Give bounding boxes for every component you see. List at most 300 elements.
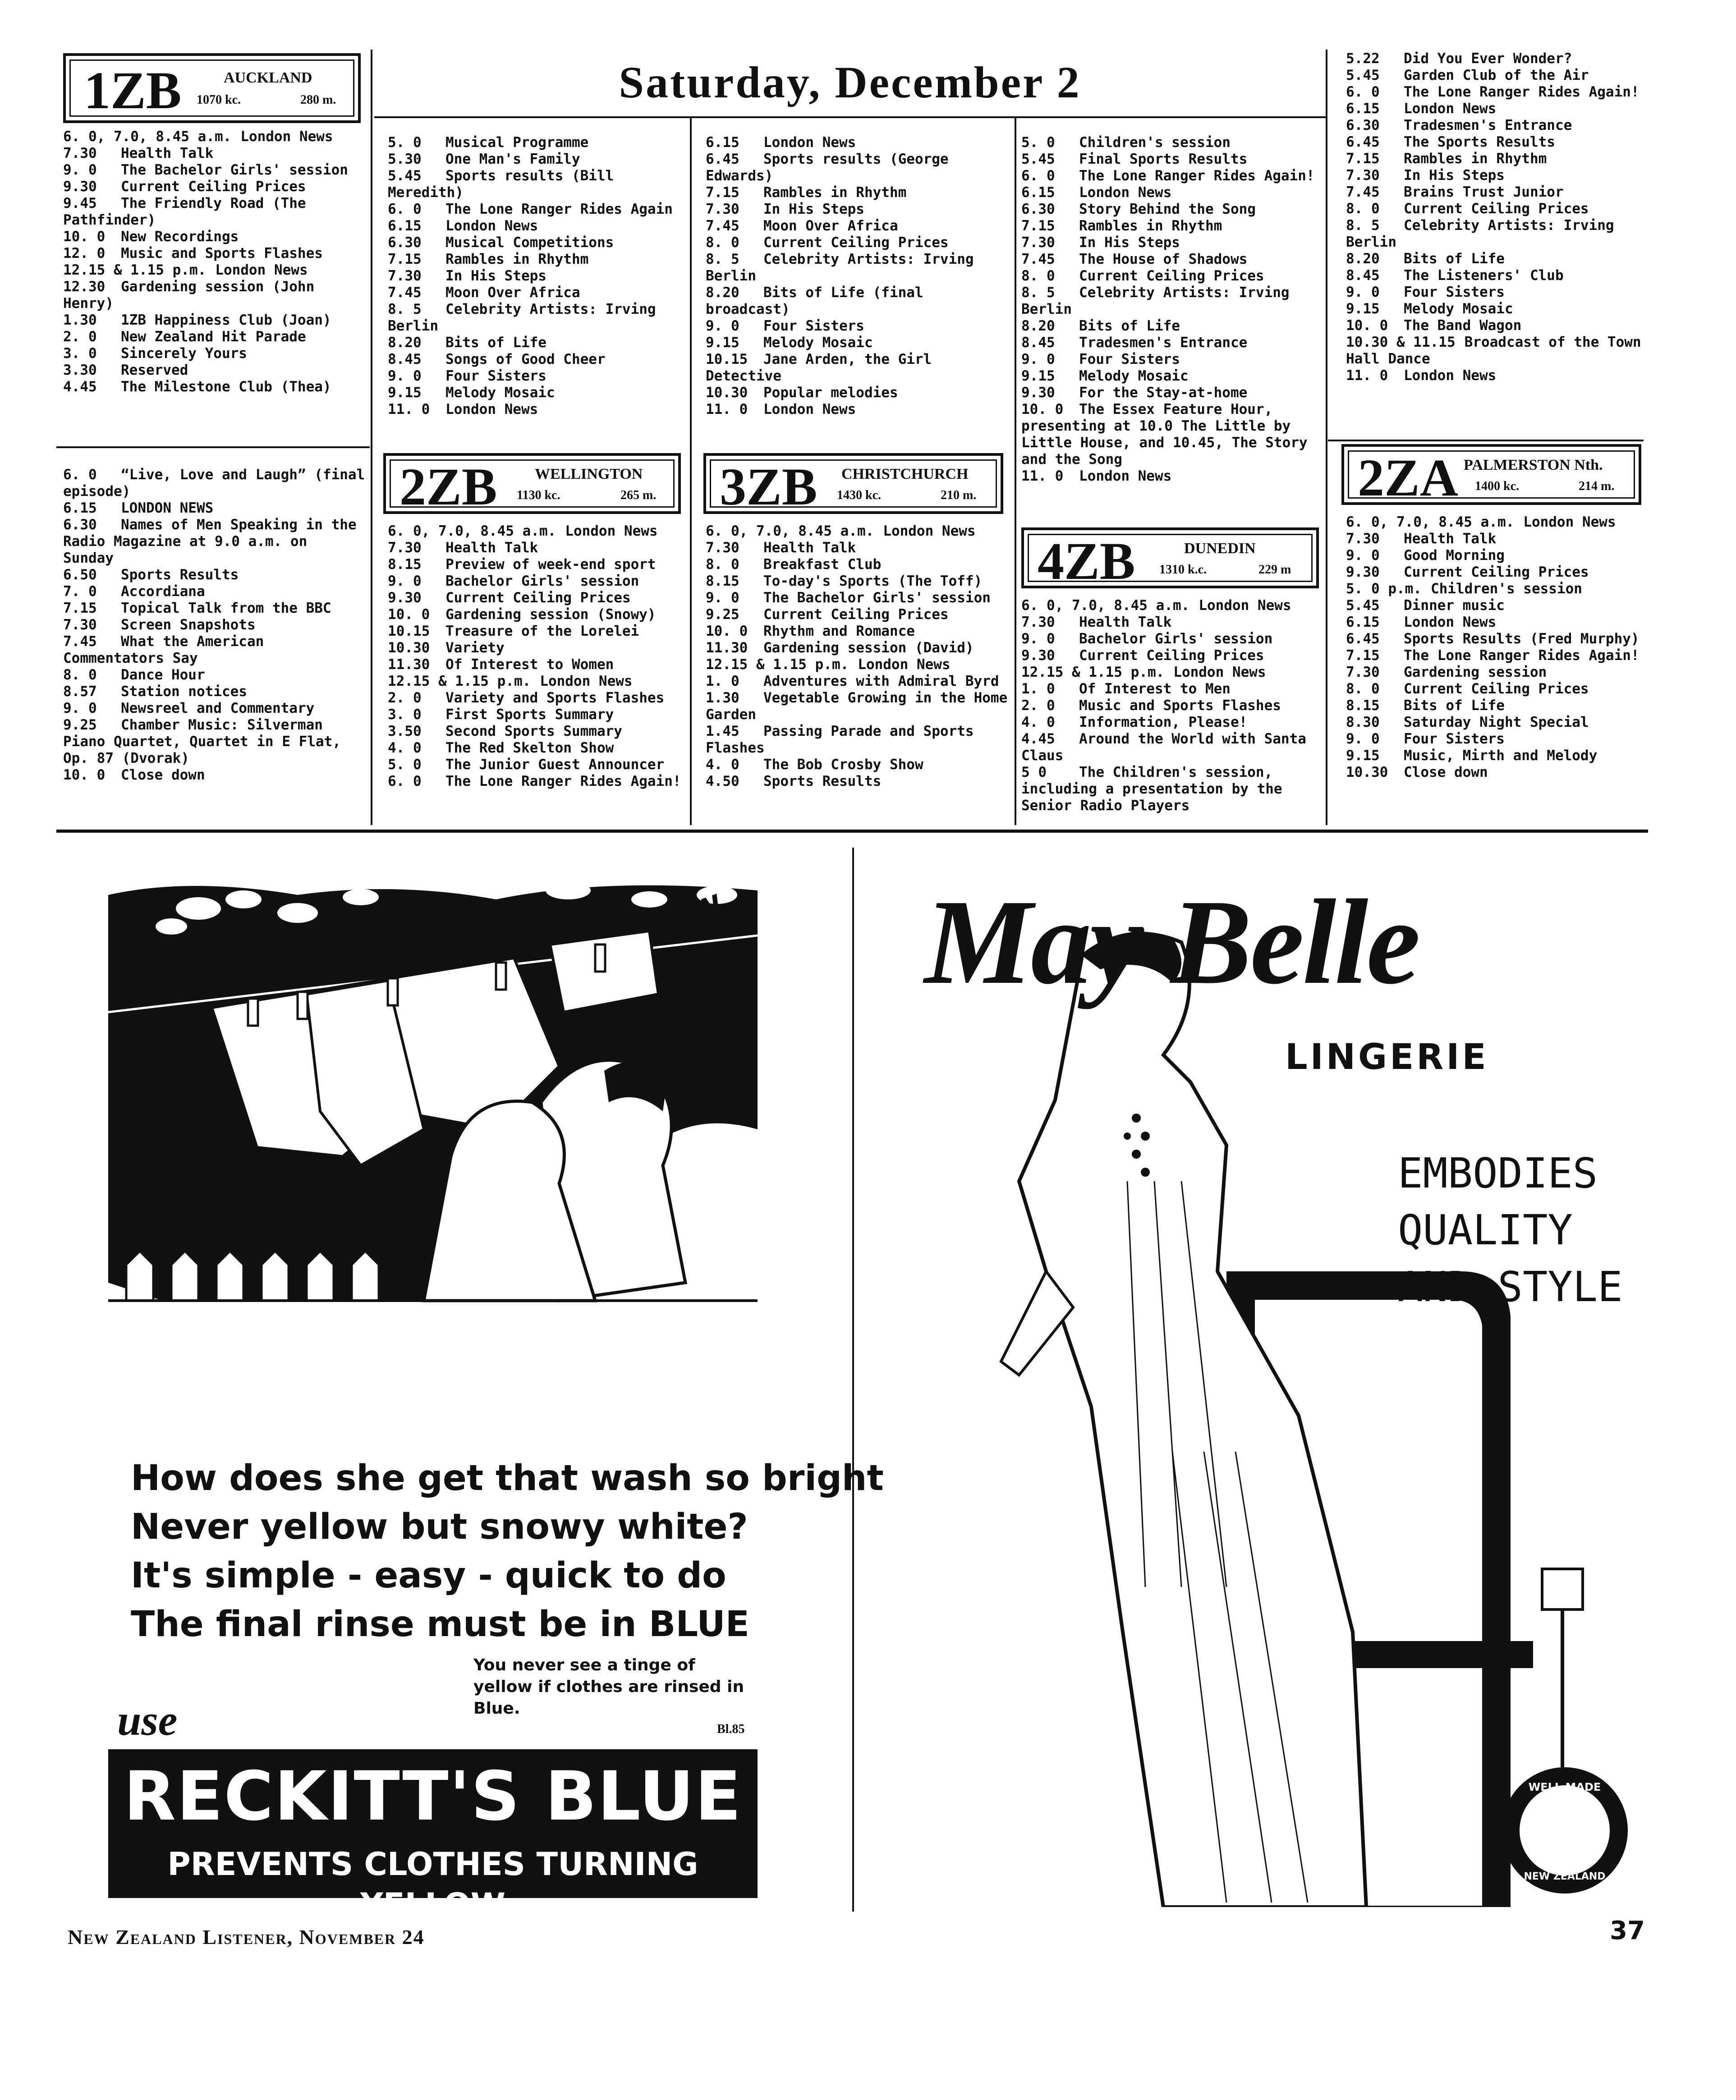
program-time: 7.30 bbox=[706, 540, 739, 556]
program-row bbox=[63, 312, 365, 329]
program-title: In His Steps bbox=[445, 268, 547, 284]
program-title: Current Ceiling Prices bbox=[1079, 268, 1264, 284]
program-row bbox=[706, 134, 1008, 151]
station-call: 3ZB bbox=[720, 457, 817, 516]
program-time: 6. 0, 7.0, 8.45 a.m. bbox=[1346, 514, 1515, 530]
program-title: The Bachelor Girls' session bbox=[121, 162, 348, 178]
program-row bbox=[1346, 217, 1646, 251]
program-row bbox=[1346, 681, 1646, 697]
program-row bbox=[63, 262, 365, 279]
program-row bbox=[63, 617, 365, 633]
program-title: Jane Arden, the Girl Detective bbox=[706, 351, 932, 384]
program-title: Screen Snapshots bbox=[121, 617, 256, 633]
station-call: 2ZB bbox=[400, 457, 497, 516]
program-title: Four Sisters bbox=[1404, 284, 1505, 300]
program-row bbox=[388, 623, 685, 640]
program-title: Musical Competitions bbox=[445, 234, 614, 251]
program-title: Rambles in Rhythm bbox=[1404, 151, 1547, 167]
program-row bbox=[388, 335, 685, 351]
program-row bbox=[1021, 168, 1321, 184]
program-row bbox=[1021, 134, 1321, 151]
program-time: 10. 0 bbox=[63, 767, 106, 783]
program-time: 9.25 bbox=[63, 717, 97, 733]
seal-bottom: NEW ZEALAND bbox=[1524, 1871, 1606, 1882]
program-title: London News bbox=[1523, 514, 1616, 530]
program-title: Brains Trust Junior bbox=[1404, 184, 1564, 200]
program-time: 10.30 bbox=[1346, 764, 1388, 780]
program-time: 6.30 bbox=[1346, 117, 1380, 133]
program-row bbox=[388, 590, 685, 606]
program-time: 7.30 bbox=[1346, 664, 1380, 680]
program-title: Tradesmen's Entrance bbox=[1079, 335, 1248, 351]
program-time: 1.45 bbox=[706, 723, 739, 739]
program-time: 6.15 bbox=[388, 218, 422, 234]
station-city: WELLINGTON bbox=[535, 466, 643, 482]
program-row bbox=[388, 284, 685, 301]
program-title: Gardening session (John Henry) bbox=[63, 279, 315, 312]
program-time: 12.30 bbox=[63, 279, 106, 295]
program-title: The Lone Ranger Rides Again! bbox=[1404, 84, 1640, 100]
program-title: Current Ceiling Prices bbox=[1404, 201, 1589, 217]
program-row bbox=[706, 606, 1008, 623]
program-time: 6.30 bbox=[1021, 201, 1055, 217]
program-title: Current Ceiling Prices bbox=[121, 179, 306, 195]
program-time: 5.45 bbox=[1346, 67, 1380, 83]
program-row bbox=[1021, 385, 1321, 401]
program-row bbox=[706, 335, 1008, 351]
program-title: Current Ceiling Prices bbox=[1404, 564, 1589, 580]
program-row bbox=[706, 201, 1008, 218]
program-title: Rhythm and Romance bbox=[763, 623, 915, 639]
program-row bbox=[388, 540, 685, 556]
program-row bbox=[1346, 101, 1646, 117]
program-row bbox=[388, 673, 685, 690]
program-title: Gardening session (Snowy) bbox=[445, 606, 656, 623]
program-row bbox=[1346, 631, 1646, 647]
program-title: Melody Mosaic bbox=[1404, 301, 1513, 317]
program-title: Four Sisters bbox=[1404, 731, 1505, 747]
program-row bbox=[63, 700, 365, 717]
program-title: London News bbox=[1079, 468, 1172, 484]
program-title: LONDON NEWS bbox=[121, 500, 214, 516]
program-time: 10. 0 bbox=[388, 606, 430, 623]
program-time: 9.15 bbox=[1346, 301, 1380, 317]
program-title: Rambles in Rhythm bbox=[445, 251, 589, 267]
program-time: 3. 0 bbox=[63, 345, 97, 362]
program-title: Close down bbox=[121, 767, 205, 783]
program-row bbox=[1346, 317, 1646, 334]
program-title: Vegetable Growing in the Home Garden bbox=[706, 690, 1008, 723]
station-city: AUCKLAND bbox=[224, 69, 312, 86]
program-time: 8. 5 bbox=[706, 251, 739, 267]
program-time: 8. 0 bbox=[706, 234, 739, 251]
program-time: 9.45 bbox=[63, 195, 97, 211]
station-box-2zb bbox=[383, 453, 681, 514]
program-title: Second Sports Summary bbox=[445, 723, 622, 739]
program-title: Children's session bbox=[1430, 581, 1582, 597]
maybelle-ad bbox=[911, 866, 1637, 1907]
tag-line: AND STYLE bbox=[1398, 1263, 1623, 1311]
station-call: 4ZB bbox=[1038, 532, 1135, 591]
program-row bbox=[1346, 764, 1646, 781]
program-row bbox=[706, 401, 1008, 418]
column-divider bbox=[371, 50, 372, 825]
program-title: Moon Over Africa bbox=[763, 218, 898, 234]
program-row bbox=[388, 234, 685, 251]
program-title: The Lone Ranger Rides Again! bbox=[1079, 168, 1315, 184]
program-time: 7.30 bbox=[388, 540, 422, 556]
program-row bbox=[706, 723, 1008, 757]
program-row bbox=[388, 640, 685, 656]
program-time: 9.30 bbox=[1021, 647, 1055, 664]
program-time: 5.45 bbox=[388, 168, 422, 184]
program-row bbox=[1346, 117, 1646, 134]
column-divider bbox=[690, 117, 692, 825]
program-row bbox=[706, 523, 1008, 540]
program-time: 7.15 bbox=[1021, 218, 1055, 234]
program-title: London News bbox=[1404, 614, 1497, 630]
program-time: 7.15 bbox=[1346, 151, 1380, 167]
program-title: Accordiana bbox=[121, 583, 205, 600]
program-title: Four Sisters bbox=[1079, 351, 1180, 367]
program-row bbox=[1021, 368, 1321, 385]
program-title: Music, Mirth and Melody bbox=[1404, 747, 1598, 764]
program-title: Information, Please! bbox=[1079, 714, 1248, 730]
program-title: Breakfast Club bbox=[763, 556, 882, 573]
footer-publication: New Zealand Listener, November 24 bbox=[68, 1926, 425, 1949]
program-row bbox=[63, 279, 365, 312]
program-time: 10. 0 bbox=[1021, 401, 1064, 417]
program-time: 7.30 bbox=[1021, 234, 1055, 251]
station-kc: 1070 kc. bbox=[197, 93, 241, 107]
program-row bbox=[1346, 514, 1646, 531]
program-time: 11. 0 bbox=[388, 401, 430, 417]
program-title: In His Steps bbox=[763, 201, 864, 217]
program-title: Celebrity Artists: Irving Berlin bbox=[706, 251, 974, 284]
program-row bbox=[706, 573, 1008, 590]
station-m: 265 m. bbox=[620, 488, 657, 502]
program-time: 9. 0 bbox=[388, 573, 422, 589]
program-time: 5 0 bbox=[1021, 764, 1047, 780]
program-row bbox=[63, 717, 365, 767]
program-time: 6. 0 bbox=[1346, 84, 1380, 100]
program-title: Sports Results bbox=[763, 773, 882, 789]
program-title: Rambles in Rhythm bbox=[763, 184, 907, 201]
program-time: 8.57 bbox=[63, 683, 97, 700]
program-row bbox=[388, 385, 685, 401]
program-title: Close down bbox=[1404, 764, 1488, 780]
program-list-auckland-afternoon bbox=[388, 134, 685, 418]
program-row bbox=[706, 234, 1008, 251]
program-row bbox=[388, 168, 685, 201]
program-time: 1. 0 bbox=[1021, 681, 1055, 697]
program-time: 3.30 bbox=[63, 362, 97, 378]
program-row bbox=[1021, 647, 1321, 664]
program-time: 6.15 bbox=[706, 134, 739, 151]
program-title: Did You Ever Wonder? bbox=[1404, 50, 1572, 67]
program-time: 9.15 bbox=[1346, 747, 1380, 764]
station-call: 2ZA bbox=[1358, 448, 1458, 507]
program-time: 7.45 bbox=[706, 218, 739, 234]
program-time: 8.20 bbox=[1346, 251, 1380, 267]
program-time: 7.15 bbox=[388, 251, 422, 267]
program-title: The Lone Ranger Rides Again bbox=[445, 201, 673, 217]
program-row bbox=[1021, 697, 1321, 714]
verse-line: It's simple - easy - quick to do bbox=[131, 1555, 726, 1596]
program-title: Music and Sports Flashes bbox=[121, 245, 323, 261]
program-row bbox=[706, 556, 1008, 573]
program-title: Health Talk bbox=[1404, 531, 1497, 547]
program-time: 7.30 bbox=[63, 617, 97, 633]
program-row bbox=[388, 773, 685, 790]
program-row bbox=[706, 540, 1008, 556]
program-title: Dance Hour bbox=[121, 667, 205, 683]
program-title: The Milestone Club (Thea) bbox=[121, 379, 331, 395]
program-time: 8. 0 bbox=[1346, 201, 1380, 217]
program-row bbox=[63, 683, 365, 700]
program-time: 6. 0 bbox=[1021, 168, 1055, 184]
program-row bbox=[1346, 714, 1646, 731]
tag-line: QUALITY bbox=[1398, 1206, 1573, 1254]
program-title: Adventures with Admiral Byrd bbox=[763, 673, 999, 689]
program-title: The Junior Guest Announcer bbox=[445, 757, 665, 773]
program-title: Variety bbox=[445, 640, 505, 656]
program-row bbox=[1346, 597, 1646, 614]
program-row bbox=[63, 667, 365, 683]
program-row bbox=[1346, 581, 1646, 597]
program-title: The Lone Ranger Rides Again! bbox=[1404, 647, 1640, 664]
station-call: 1ZB bbox=[84, 61, 182, 120]
program-title: London News bbox=[763, 134, 856, 151]
program-time: 7.45 bbox=[1021, 251, 1055, 267]
program-time: 12.15 & 1.15 p.m. bbox=[388, 673, 531, 689]
program-time: 10. 0 bbox=[706, 623, 748, 639]
program-time: 8.20 bbox=[388, 335, 422, 351]
program-title: The Friendly Road (The Pathfinder) bbox=[63, 195, 306, 228]
program-title: Bachelor Girls' session bbox=[1079, 631, 1273, 647]
program-row bbox=[388, 401, 685, 418]
program-title: Sports results (George Edwards) bbox=[706, 151, 949, 184]
program-time: 6. 0, 7.0, 8.45 a.m. bbox=[388, 523, 556, 539]
program-row bbox=[1021, 284, 1321, 318]
program-title: Celebrity Artists: Irving Berlin bbox=[1346, 217, 1614, 250]
program-title: Newsreel and Commentary bbox=[121, 700, 315, 716]
program-title: Musical Programme bbox=[445, 134, 589, 151]
program-time: 4.45 bbox=[1021, 731, 1055, 747]
program-title: 1ZB Happiness Club (Joan) bbox=[121, 312, 331, 328]
program-row bbox=[1346, 84, 1646, 101]
program-time: 6.15 bbox=[1346, 101, 1380, 117]
program-row bbox=[1346, 531, 1646, 547]
program-list-auckland-morning bbox=[63, 128, 365, 395]
program-time: 7.15 bbox=[706, 184, 739, 201]
program-time: 10.30 bbox=[388, 640, 430, 656]
program-title: Bits of Life bbox=[1404, 697, 1505, 714]
program-row bbox=[1346, 134, 1646, 151]
program-title: Health Talk bbox=[121, 145, 214, 161]
program-row bbox=[706, 673, 1008, 690]
program-title: One Man's Family bbox=[445, 151, 580, 167]
section-rule bbox=[56, 446, 370, 448]
program-row bbox=[388, 151, 685, 168]
program-row bbox=[388, 201, 685, 218]
program-row bbox=[388, 523, 685, 540]
program-time: 4. 0 bbox=[706, 757, 739, 773]
station-box-4zb bbox=[1021, 527, 1319, 591]
program-title: Tradesmen's Entrance bbox=[1404, 117, 1572, 133]
program-row bbox=[388, 368, 685, 385]
station-box-2za bbox=[1341, 444, 1641, 505]
program-time: 9. 0 bbox=[1346, 547, 1380, 564]
program-row bbox=[63, 379, 365, 395]
program-time: 8. 5 bbox=[388, 301, 422, 317]
program-title: Story Behind the Song bbox=[1079, 201, 1256, 217]
program-title: Current Ceiling Prices bbox=[763, 234, 949, 251]
program-title: London News bbox=[445, 401, 538, 417]
program-time: 5. 0 bbox=[1021, 134, 1055, 151]
program-row bbox=[1021, 764, 1321, 814]
program-row bbox=[1346, 367, 1646, 384]
program-time: 8.15 bbox=[388, 556, 422, 573]
page-rule bbox=[56, 830, 1648, 833]
reckitt-banner bbox=[108, 1749, 758, 1923]
program-time: 9. 0 bbox=[1021, 351, 1055, 367]
program-time: 6.45 bbox=[1346, 134, 1380, 150]
program-time: 7.30 bbox=[1346, 167, 1380, 183]
program-row bbox=[63, 567, 365, 583]
program-title: Music and Sports Flashes bbox=[1079, 697, 1281, 714]
program-time: 7. 0 bbox=[63, 583, 97, 600]
program-time: 9. 0 bbox=[63, 700, 97, 716]
program-row bbox=[1021, 318, 1321, 335]
verse-line: How does she get that wash so bright bbox=[131, 1458, 884, 1499]
program-row bbox=[1021, 631, 1321, 647]
program-time: 9. 0 bbox=[1021, 631, 1055, 647]
program-time: 9. 0 bbox=[706, 590, 739, 606]
program-title: London News bbox=[215, 262, 308, 278]
program-row bbox=[388, 251, 685, 268]
program-title: London News bbox=[763, 401, 856, 417]
program-title: Health Talk bbox=[763, 540, 856, 556]
program-row bbox=[388, 351, 685, 368]
program-time: 11. 0 bbox=[1346, 367, 1388, 384]
program-row bbox=[63, 362, 365, 379]
program-title: Treasure of the Lorelei bbox=[445, 623, 639, 639]
program-time: 9.30 bbox=[388, 590, 422, 606]
program-time: 7.30 bbox=[1346, 531, 1380, 547]
program-title: Current Ceiling Prices bbox=[1079, 647, 1264, 664]
program-title: Chamber Music: Silverman Piano Quartet, Quartet in E Flat, Op. 87 (Dvorak) bbox=[63, 717, 341, 766]
station-m: 229 m bbox=[1258, 563, 1291, 577]
program-time: 8.45 bbox=[388, 351, 422, 367]
program-title: What the American Commentators Say bbox=[63, 633, 264, 666]
program-row bbox=[63, 600, 365, 617]
program-row bbox=[706, 218, 1008, 234]
program-title: To-day's Sports (The Toff) bbox=[763, 573, 983, 589]
program-row bbox=[1021, 614, 1321, 631]
program-title: The Essex Feature Hour, presenting at 10.0 The Little by Little House, and 10.45, The Story and the Song bbox=[1021, 401, 1308, 468]
program-title: The Listeners' Club bbox=[1404, 267, 1564, 284]
program-row bbox=[388, 218, 685, 234]
station-kc: 1430 kc. bbox=[837, 488, 881, 502]
program-title: Melody Mosaic bbox=[445, 385, 555, 401]
program-title: For the Stay-at-home bbox=[1079, 385, 1248, 401]
program-time: 9. 0 bbox=[1346, 284, 1380, 300]
program-row bbox=[1346, 184, 1646, 201]
program-row bbox=[1346, 614, 1646, 631]
program-row bbox=[388, 740, 685, 757]
program-title: Four Sisters bbox=[763, 318, 864, 334]
program-row bbox=[388, 706, 685, 723]
program-time: 3.50 bbox=[388, 723, 422, 739]
program-time: 6. 0 bbox=[63, 467, 97, 483]
program-time: 2. 0 bbox=[1021, 697, 1055, 714]
program-row bbox=[706, 351, 1008, 385]
program-time: 9.15 bbox=[388, 385, 422, 401]
program-title: The Bob Crosby Show bbox=[763, 757, 923, 773]
program-title: Topical Talk from the BBC bbox=[121, 600, 331, 616]
reckitt-brand: RECKITT'S BLUE bbox=[124, 1757, 742, 1836]
program-row bbox=[63, 229, 365, 245]
program-time: 5.22 bbox=[1346, 50, 1380, 67]
program-row bbox=[1346, 67, 1646, 84]
program-row bbox=[1346, 167, 1646, 184]
program-time: 8.20 bbox=[1021, 318, 1055, 334]
program-row bbox=[1346, 647, 1646, 664]
program-row bbox=[1021, 234, 1321, 251]
program-title: London News bbox=[1173, 664, 1266, 680]
program-title: In His Steps bbox=[1079, 234, 1180, 251]
peg-letter: W bbox=[688, 888, 727, 929]
program-title: London News bbox=[1199, 597, 1291, 614]
program-title: Variety and Sports Flashes bbox=[445, 690, 665, 706]
program-time: 7.30 bbox=[388, 268, 422, 284]
program-time: 8. 0 bbox=[63, 667, 97, 683]
program-title: Names of Men Speaking in the Radio Magazine at 9.0 a.m. on Sunday bbox=[63, 517, 357, 566]
column-divider bbox=[1326, 50, 1327, 825]
program-title: Of Interest to Men bbox=[1079, 681, 1231, 697]
program-time: 9.30 bbox=[63, 179, 97, 195]
program-title: London News bbox=[540, 673, 633, 689]
program-title: London News bbox=[445, 218, 538, 234]
program-title: New Recordings bbox=[121, 229, 239, 245]
program-row bbox=[1021, 681, 1321, 697]
program-title: London News bbox=[1404, 367, 1497, 384]
program-row bbox=[388, 556, 685, 573]
program-row bbox=[1021, 218, 1321, 234]
program-row bbox=[388, 723, 685, 740]
program-row bbox=[388, 606, 685, 623]
program-title: Station notices bbox=[121, 683, 247, 700]
program-title: Sports Results bbox=[121, 567, 239, 583]
program-row bbox=[63, 467, 365, 500]
program-title: The Lone Ranger Rides Again! bbox=[445, 773, 681, 789]
program-time: 6.50 bbox=[63, 567, 97, 583]
program-time: 11.30 bbox=[388, 656, 430, 673]
program-time: 12. 0 bbox=[63, 245, 106, 261]
program-title: Dinner music bbox=[1404, 597, 1505, 614]
program-time: 9.15 bbox=[706, 335, 739, 351]
program-row bbox=[706, 151, 1008, 184]
program-title: Sports Results (Fred Murphy) bbox=[1404, 631, 1640, 647]
station-kc: 1310 k.c. bbox=[1159, 563, 1207, 577]
page-title: Saturday, December 2 bbox=[619, 57, 1081, 107]
program-time: 5. 0 bbox=[388, 134, 422, 151]
tag-line: EMBODIES bbox=[1398, 1149, 1598, 1197]
program-row bbox=[1021, 664, 1321, 681]
program-row bbox=[1346, 251, 1646, 267]
program-title: Current Ceiling Prices bbox=[763, 606, 949, 623]
